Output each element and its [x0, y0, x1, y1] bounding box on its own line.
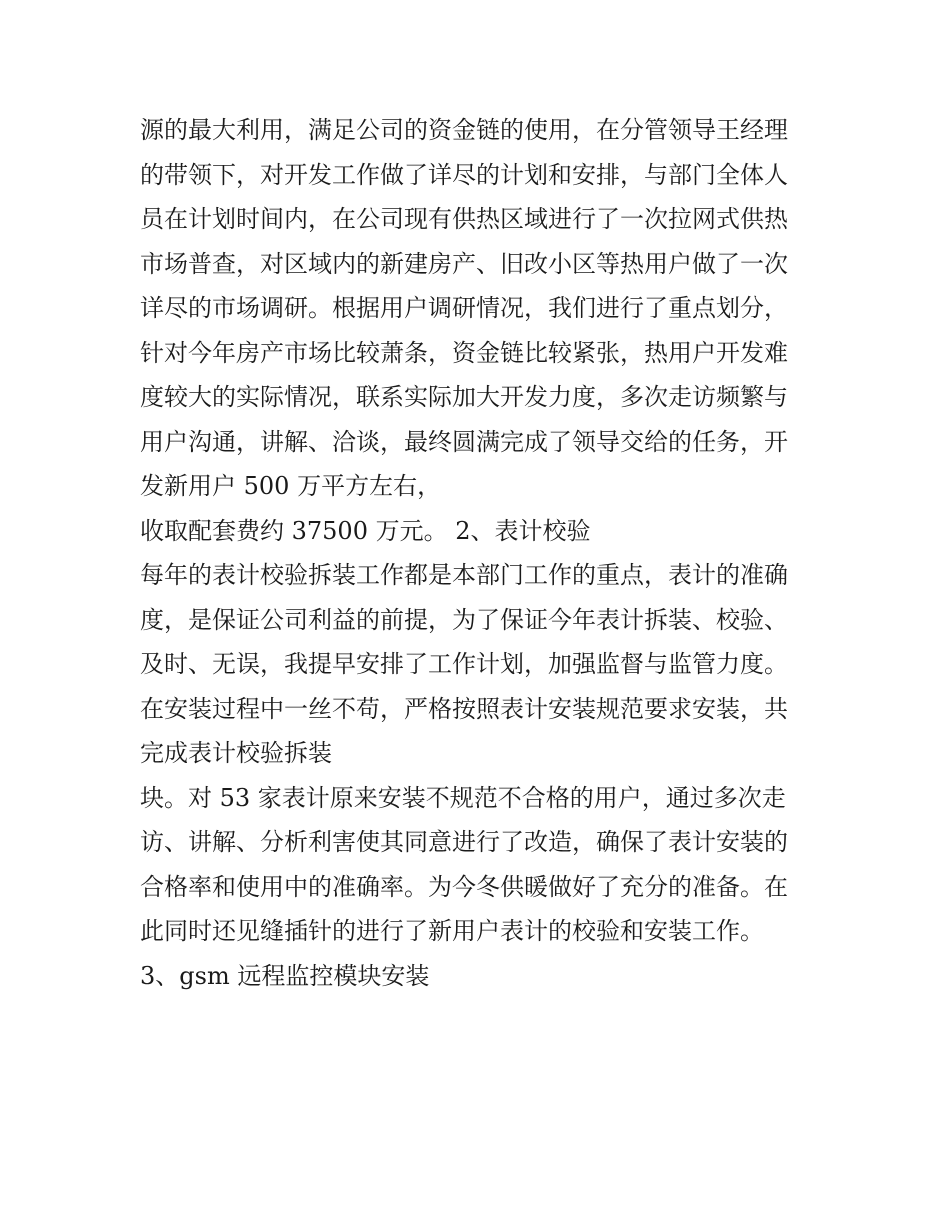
body-text: [140, 108, 830, 998]
text-line: 访、讲解、分析利害使其同意进行了改造，确保了表计安装的: [140, 828, 788, 856]
text-line: 发新用户 500 万平方左右，: [140, 472, 442, 500]
text-line: 块。对 53 家表计原来安装不规范不合格的用户，通过多次走: [140, 783, 786, 812]
text-line: 的带领下，对开发工作做了详尽的计划和安排，与部门全体人: [140, 160, 788, 189]
text-line: 市场普查，对区域内的新建房产、旧改小区等热用户做了一次: [140, 249, 788, 278]
text-line: 在安装过程中一丝不苟，严格按照表计安装规范要求安装，共: [140, 694, 788, 723]
text-line: 针对今年房产市场比较萧条，资金链比较紧张，热用户开发难: [140, 338, 788, 367]
section-heading-line: 收取配套费约 37500 万元。 2、表计校验: [140, 516, 591, 545]
text-line: 度较大的实际情况，联系实际加大开发力度，多次走访频繁与: [140, 383, 788, 411]
text-line: 完成表计校验拆装: [140, 739, 332, 767]
text-line: 员在计划时间内，在公司现有供热区域进行了一次拉网式供热: [140, 205, 788, 233]
text-line: 源的最大利用，满足公司的资金链的使用，在分管领导王经理: [140, 116, 788, 144]
text-line: 合格率和使用中的准确率。为今冬供暖做好了充分的准备。在: [140, 872, 788, 901]
section-heading: 3、gsm 远程监控模块安装: [140, 961, 430, 990]
text-line: 详尽的市场调研。根据用户调研情况，我们进行了重点划分，: [140, 294, 788, 322]
text-line: 及时、无误，我提早安排了工作计划，加强监督与监管力度。: [140, 650, 788, 678]
text-line: 度，是保证公司利益的前提，为了保证今年表计拆装、校验、: [140, 605, 788, 634]
text-line: 每年的表计校验拆装工作都是本部门工作的重点，表计的准确: [140, 561, 788, 589]
text-line: 用户沟通，讲解、洽谈，最终圆满完成了领导交给的任务，开: [140, 427, 788, 456]
text-line: 此同时还见缝插针的进行了新用户表计的校验和安装工作。: [140, 917, 764, 945]
